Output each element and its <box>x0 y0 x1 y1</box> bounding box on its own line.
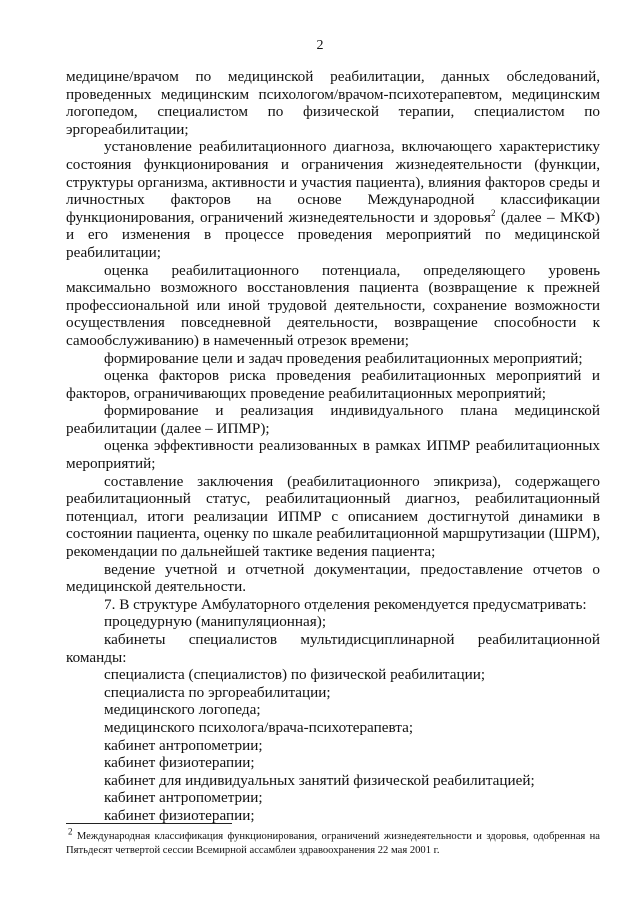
document-body <box>66 68 600 825</box>
list-item: кабинет физиотерапии; <box>104 806 255 824</box>
paragraph: оценка эффективности реализованных в рамках ИПМР реабилитационных мероприятий; <box>66 437 600 473</box>
list-item: процедурную (манипуляционная); <box>104 613 327 631</box>
list-item: медицинского психолога/врача-психотерапевта; <box>104 718 414 736</box>
page-number: 2 <box>316 38 324 53</box>
footnote-marker: 2 <box>68 826 73 837</box>
list-item: специалиста по эргореабилитации; <box>104 683 331 701</box>
list-item: специалиста (специалистов) по физической реабилитации; <box>104 666 486 684</box>
footnote <box>66 826 600 858</box>
list-item: кабинеты специалистов мультидисциплинарной реабилитационной команды: <box>66 631 600 666</box>
list-item: медицинского логопеда; <box>104 701 261 719</box>
paragraph: медицине/врачом по медицинской реабилитации, данных обследований, проведенных медицинским психологом/врачом-психотерапевтом, медицинским логопедом, специалистом по физической терапии, специалистом по эргореабилитации; <box>66 68 600 138</box>
paragraph <box>66 138 600 261</box>
paragraph: оценка реабилитационного потенциала, определяющего уровень максимально возможного восстановления пациента (возвращение к прежней профессиональной или иной трудовой деятельности, сохранение возможности осуществления повседневной деятельности, возвращение способности к самообслуживанию) в намеченный отрезок времени; <box>66 261 600 349</box>
paragraph: формирование цели и задач проведения реабилитационных мероприятий; <box>104 349 583 367</box>
paragraph: ведение учетной и отчетной документации, предоставление отчетов о медицинской деятельности. <box>66 560 600 596</box>
paragraph: оценка факторов риска проведения реабилитационных мероприятий и факторов, ограничивающих проведение реабилитационных мероприятий; <box>66 367 600 402</box>
footnote-text: Международная классификация функционирования, ограничений жизнедеятельности и здоровья, одобренная на Пятьдесят четвертой сессии Всемирной ассамблеи здравоохранения 22 мая 2001 г. <box>66 831 600 856</box>
paragraph: составление заключения (реабилитационного эпикриза), содержащего реабилитационный статус, реабилитационный диагноз, реабилитационный потенциал, итоги реализации ИПМР с описанием достигнутой динамики в состоянии пациента, оценку по шкале реабилитационной маршрутизации (ШРМ), рекомендации по дальнейшей тактике ведения пациента; <box>66 472 600 561</box>
paragraph: формирование и реализация индивидуального плана медицинской реабилитации (далее – ИПМР); <box>66 402 600 437</box>
list-item: кабинет антропометрии; <box>104 789 263 807</box>
list-item: кабинет для индивидуальных занятий физической реабилитацией; <box>104 771 535 789</box>
list-item: кабинет антропометрии; <box>104 736 263 754</box>
footnote-divider <box>66 823 232 824</box>
section-heading: 7. В структуре Амбулаторного отделения рекомендуется предусматривать: <box>104 595 587 613</box>
footnote-reference: 2 <box>491 207 496 218</box>
list-item: кабинет физиотерапии; <box>104 754 255 772</box>
paragraph-text: установление реабилитационного диагноза, включающего характеристику состояния функционирования и ограничения жизнедеятельности (функции, структуры организма, активности и участия пациента), влияния факторов среды и личностных факторов на основе Международной классификации функционирования, ограничений жизнедеятельности и здоровья <box>66 138 600 226</box>
paragraph-text-continued: (далее – МКФ) и его изменения в процессе проведения мероприятий по медицинской реабилитации; <box>66 208 600 261</box>
